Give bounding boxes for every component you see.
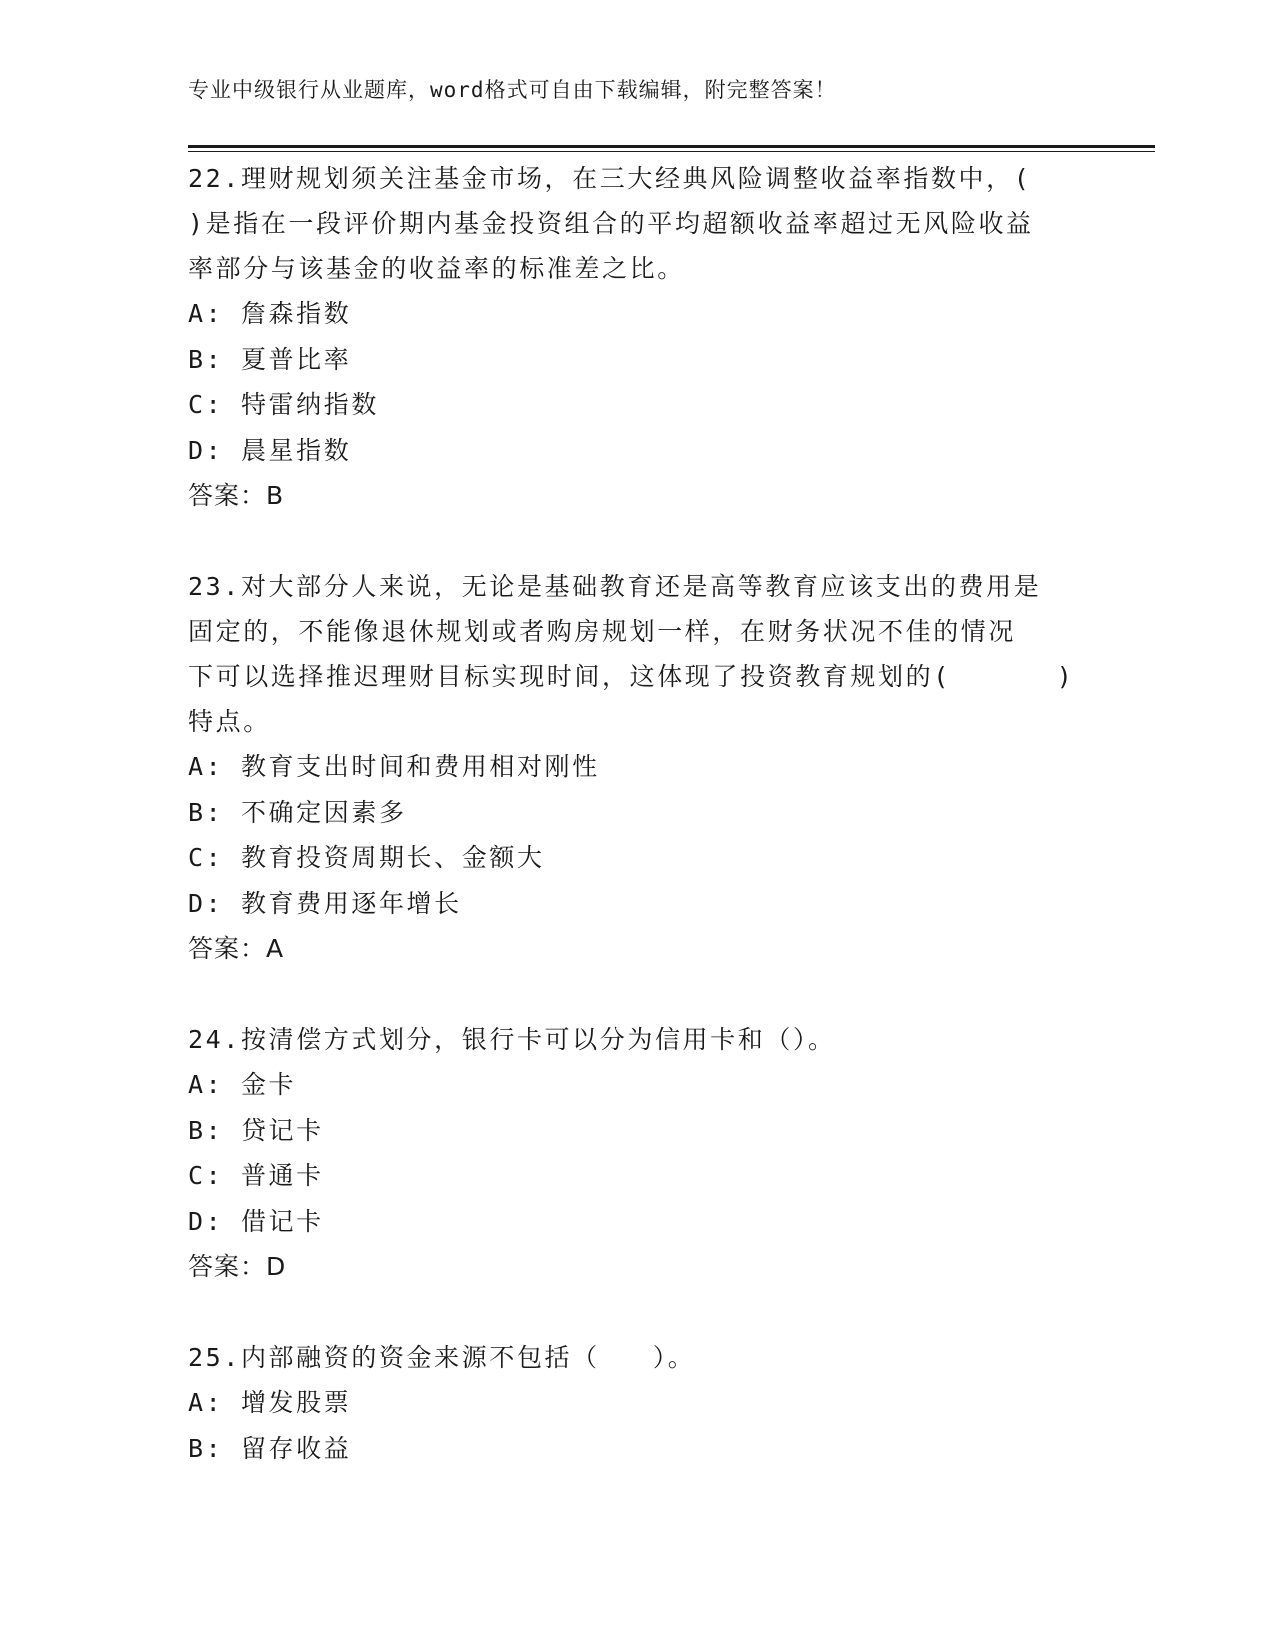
- question-list: [188, 156, 1088, 1471]
- question-22: [188, 156, 1088, 518]
- option-b: B: 贷记卡: [188, 1115, 324, 1145]
- header-rule-thin: [188, 151, 1155, 152]
- option-b: B: 留存收益: [188, 1433, 352, 1463]
- option-b: B: 夏普比率: [188, 344, 352, 374]
- question-line: 下可以选择推迟理财目标实现时间，这体现了投资教育规划的( ): [188, 662, 1075, 691]
- option-a: A: 增发股票: [188, 1388, 352, 1417]
- question-line: 特点。: [188, 707, 271, 736]
- question-24: [188, 1017, 1088, 1289]
- question-line: 24.按清偿方式划分，银行卡可以分为信用卡和（）。: [188, 1025, 836, 1054]
- question-23: [188, 564, 1088, 971]
- question-line: 22.理财规划须关注基金市场，在三大经典风险调整收益率指数中，(: [188, 164, 1032, 193]
- page-header: 专业中级银行从业题库，word格式可自由下载编辑，附完整答案！: [188, 78, 837, 102]
- answer: 答案：A: [188, 934, 285, 963]
- question-line: 25.内部融资的资金来源不包括（ ）。: [188, 1343, 696, 1372]
- question-25: [188, 1335, 1088, 1471]
- header-rule-thick: [188, 145, 1155, 148]
- option-a: A: 詹森指数: [188, 299, 352, 328]
- option-c: C: 教育投资周期长、金额大: [188, 843, 545, 872]
- option-c: C: 特雷纳指数: [188, 390, 379, 419]
- question-line: 率部分与该基金的收益率的标准差之比。: [188, 254, 685, 283]
- option-a: A: 金卡: [188, 1070, 297, 1099]
- answer: 答案：D: [188, 1252, 287, 1281]
- answer: 答案：B: [188, 481, 285, 510]
- option-c: C: 普通卡: [188, 1161, 324, 1190]
- question-line: 23.对大部分人来说，无论是基础教育还是高等教育应该支出的费用是: [188, 572, 1042, 601]
- option-d: D: 借记卡: [188, 1206, 324, 1236]
- question-line: 固定的，不能像退休规划或者购房规划一样，在财务状况不佳的情况: [188, 617, 1017, 646]
- option-a: A: 教育支出时间和费用相对刚性: [188, 752, 600, 781]
- question-line: )是指在一段评价期内基金投资组合的平均超额收益率超过无风险收益: [188, 209, 1034, 238]
- option-b: B: 不确定因素多: [188, 797, 407, 827]
- option-d: D: 晨星指数: [188, 435, 352, 465]
- option-d: D: 教育费用逐年增长: [188, 888, 462, 918]
